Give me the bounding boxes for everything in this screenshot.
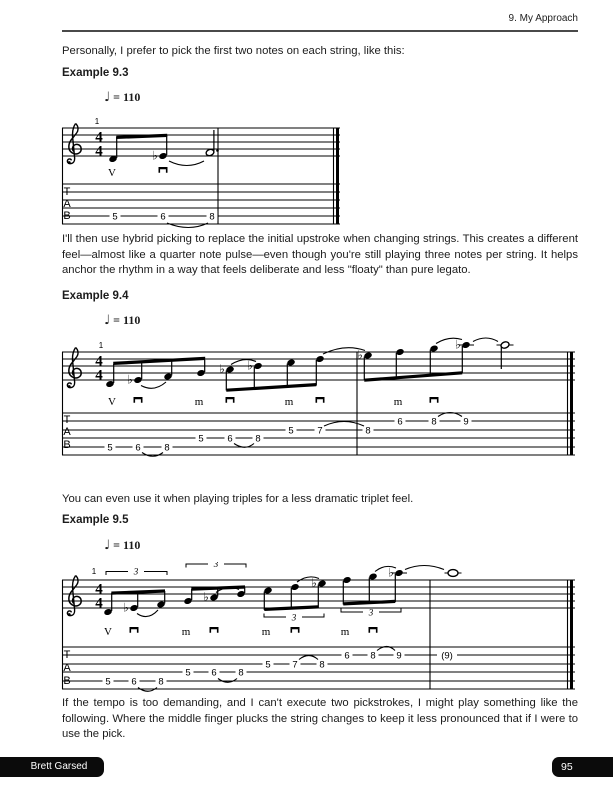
middle-finger-label: m — [194, 396, 204, 408]
upstroke-label: V — [108, 167, 116, 179]
svg-text:5: 5 — [105, 676, 111, 688]
staff-lines — [62, 352, 575, 380]
flat-icon: ♭ — [219, 362, 225, 376]
ghost-fret-number: (9) — [441, 650, 453, 662]
tempo-marking — [104, 313, 140, 328]
svg-text:5: 5 — [185, 667, 191, 679]
tab-frets — [105, 413, 472, 457]
quarter-note-icon: ♩ — [104, 90, 111, 105]
quarter-note-icon: ♩ — [104, 538, 111, 553]
flat-icon: ♭ — [203, 590, 209, 604]
flat-icon: ♭ — [247, 358, 253, 373]
tab-letters — [63, 414, 71, 451]
svg-text:8: 8 — [158, 676, 164, 688]
downstroke-icon — [430, 397, 439, 403]
paragraph-hybrid-picking: I'll then use hybrid picking to replace the initial upstroke when changing strings. This creates a different feel—almost like a quarter note pulse—even though you're still playing three notes per string. It helps anchor the rhythm in a way that feels deliberate and less "floaty" than pure legato. — [62, 233, 578, 276]
position-marker: 1 — [94, 117, 100, 126]
flat-icon: ♭ — [123, 600, 129, 615]
time-signature-bottom: 4 — [95, 143, 103, 160]
tab-frets — [103, 647, 458, 692]
tab-frets — [110, 211, 218, 228]
triplet-number: 3 — [133, 566, 139, 577]
treble-clef-icon — [67, 576, 81, 617]
svg-text:6: 6 — [211, 667, 217, 679]
flat-icon: ♭ — [357, 348, 363, 362]
paragraph-intro: Personally, I prefer to pick the first two notes on each string, like this: — [62, 45, 405, 57]
notes — [105, 338, 513, 392]
staff-lines — [62, 128, 340, 156]
middle-finger-label: m — [340, 626, 350, 638]
example-9-5-notation — [0, 562, 613, 700]
time-signature-top: 4 — [95, 129, 103, 146]
downstroke-icon — [210, 627, 219, 633]
tab-slur — [218, 679, 237, 683]
svg-text:A: A — [63, 426, 71, 438]
fret-number: 8 — [209, 211, 215, 223]
triplet-number: 3 — [368, 607, 374, 618]
svg-text:6: 6 — [135, 442, 141, 454]
tempo-value: = 110 — [113, 538, 141, 552]
downstroke-icon — [291, 627, 300, 633]
svg-text:A: A — [63, 662, 71, 674]
upstroke-label: V — [108, 396, 116, 408]
picking-indications — [104, 626, 377, 638]
triplet-number: 3 — [291, 612, 297, 623]
tie — [169, 161, 204, 166]
middle-finger-label: m — [284, 396, 294, 408]
time-signature-bottom: 4 — [95, 367, 103, 384]
tie — [405, 566, 444, 570]
fret-number: 5 — [112, 211, 118, 223]
svg-text:8: 8 — [255, 433, 261, 445]
svg-text:7: 7 — [292, 659, 298, 671]
tab-letters — [63, 649, 71, 687]
tempo-value: = 110 — [113, 313, 141, 327]
tempo-marking — [104, 90, 140, 105]
fret-number: 6 — [160, 211, 166, 223]
svg-text:7: 7 — [317, 425, 323, 437]
middle-finger-label: m — [181, 626, 191, 638]
svg-text:5: 5 — [265, 659, 271, 671]
svg-text:6: 6 — [131, 676, 137, 688]
treble-clef-icon — [67, 124, 81, 165]
tempo-value: = 110 — [113, 90, 141, 104]
tab-slur — [299, 656, 318, 660]
time-signature-bottom: 4 — [95, 595, 103, 612]
slur — [137, 610, 158, 617]
downstroke-icon — [130, 627, 139, 633]
page-header-title: 9. My Approach — [508, 13, 578, 24]
paragraph-triplets: You can even use it when playing triples for a less dramatic triplet feel. — [62, 493, 414, 505]
notes — [103, 562, 461, 623]
downstroke-icon — [316, 397, 325, 403]
svg-text:6: 6 — [344, 650, 350, 662]
svg-text:B: B — [63, 675, 71, 687]
tab-slur — [142, 453, 163, 457]
downstroke-icon — [226, 397, 235, 403]
svg-text:T: T — [63, 649, 71, 661]
whole-note — [448, 570, 458, 577]
footer-page-number-badge: 95 — [552, 757, 613, 777]
svg-text:8: 8 — [370, 650, 376, 662]
svg-text:8: 8 — [365, 425, 371, 437]
tab-letters — [63, 186, 71, 222]
time-signature-top: 4 — [95, 581, 103, 598]
svg-text:5: 5 — [288, 425, 294, 437]
picking-indications — [108, 396, 438, 408]
downstroke-icon — [134, 397, 143, 403]
svg-text:B: B — [63, 439, 71, 451]
flat-icon: ♭ — [152, 148, 158, 163]
svg-text:5: 5 — [198, 433, 204, 445]
svg-text:6: 6 — [397, 416, 403, 428]
svg-text:8: 8 — [238, 667, 244, 679]
quarter-note-icon: ♩ — [104, 313, 111, 328]
example-9-4-notation — [0, 336, 613, 466]
position-marker: 1 — [91, 567, 97, 576]
example-9-3-heading: Example 9.3 — [62, 67, 129, 79]
tempo-marking — [104, 538, 140, 553]
flat-icon: ♭ — [127, 372, 133, 387]
tab-staff-lines — [62, 184, 340, 224]
downstroke-icon — [369, 627, 378, 633]
flat-icon: ♭ — [388, 565, 394, 580]
svg-text:8: 8 — [319, 659, 325, 671]
example-9-3-notation — [0, 112, 613, 235]
svg-text:A: A — [63, 198, 71, 210]
svg-text:5: 5 — [107, 442, 113, 454]
time-signature-top: 4 — [95, 353, 103, 370]
svg-text:8: 8 — [431, 416, 437, 428]
position-marker: 1 — [98, 341, 104, 350]
footer-author-badge: Brett Garsed — [0, 757, 104, 777]
middle-finger-label: m — [261, 626, 271, 638]
svg-text:9: 9 — [396, 650, 402, 662]
triplet-number: 3 — [213, 562, 219, 569]
svg-text:B: B — [63, 210, 71, 222]
middle-finger-label: m — [393, 396, 403, 408]
downstroke-icon — [159, 167, 168, 173]
tie — [473, 338, 498, 342]
flat-icon: ♭ — [311, 576, 317, 590]
svg-text:8: 8 — [164, 442, 170, 454]
treble-clef-icon — [67, 348, 81, 389]
tab-slur — [324, 422, 364, 427]
svg-text:T: T — [63, 186, 71, 198]
example-9-4-heading: Example 9.4 — [62, 290, 129, 302]
slur — [141, 382, 166, 388]
upstroke-label: V — [104, 626, 112, 638]
header-divider — [62, 30, 578, 32]
picking-indications — [108, 167, 167, 179]
paragraph-tempo-demanding: If the tempo is too demanding, and I can't execute two pickstrokes, I might play something like the following. Where the middle finger plucks the string changes to keep it less pronounced that if I were to use the pick. — [62, 697, 578, 740]
flat-icon: ♭ — [455, 337, 461, 352]
example-9-5-heading: Example 9.5 — [62, 514, 129, 526]
svg-text:6: 6 — [227, 433, 233, 445]
svg-text:9: 9 — [463, 416, 469, 428]
svg-text:T: T — [63, 414, 71, 426]
